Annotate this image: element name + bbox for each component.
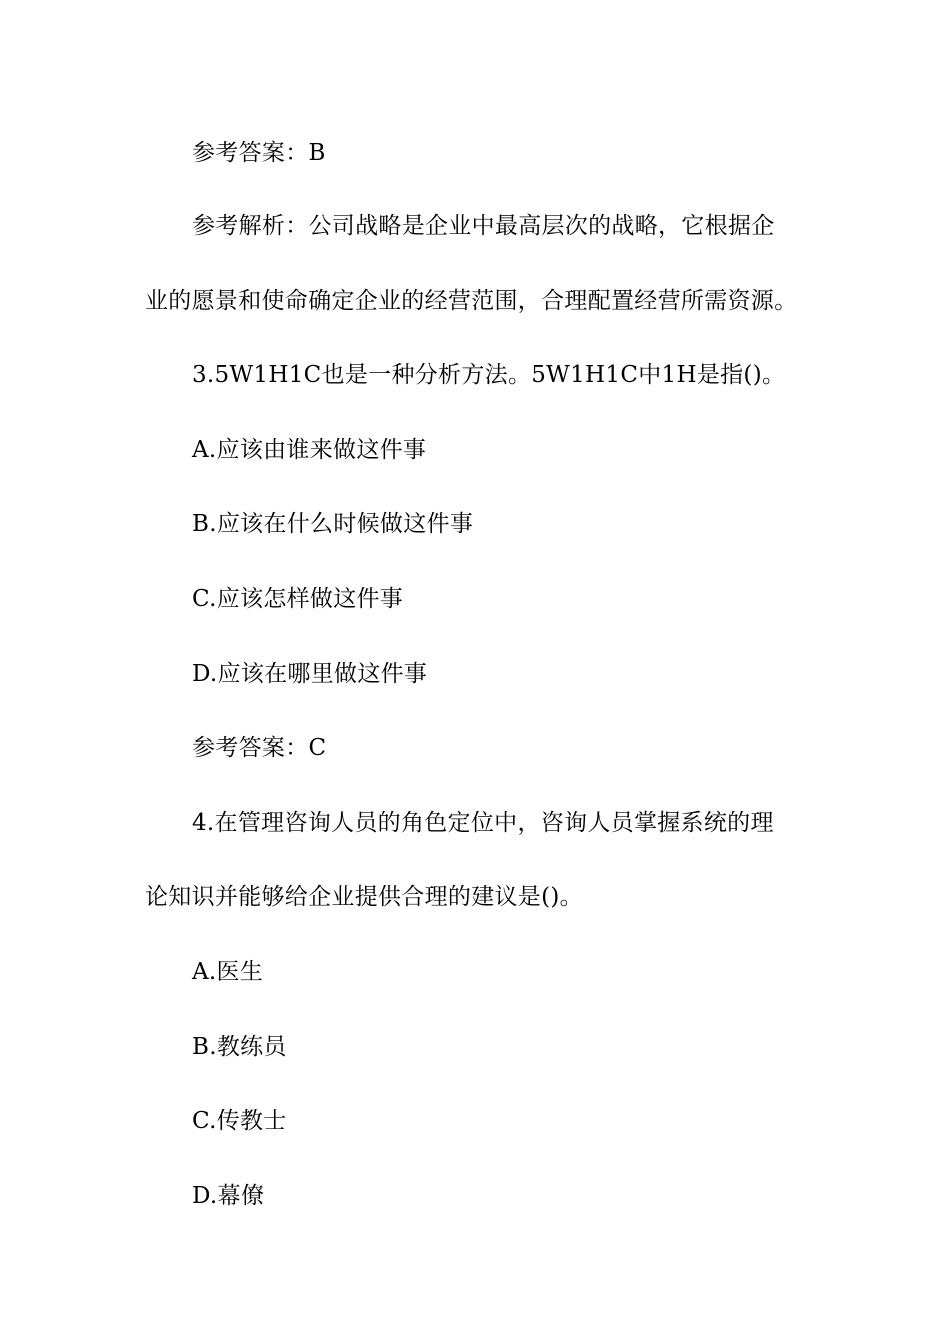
explanation-q2-line2: 业的愿景和使命确定企业的经营范围，合理配置经营所需资源。 — [145, 288, 798, 314]
explanation-q2-line1: 参考解析：公司战略是企业中最高层次的战略，它根据企 — [192, 213, 775, 239]
q3-option-c: C.应该怎样做这件事 — [192, 586, 404, 612]
question-3: 3.5W1H1C也是一种分析方法。5W1H1C中1H是指()。 — [192, 362, 786, 388]
q3-option-d: D.应该在哪里做这件事 — [192, 661, 428, 687]
q4-option-c: C.传教士 — [192, 1108, 287, 1134]
q3-option-a: A.应该由谁来做这件事 — [192, 437, 427, 463]
answer-q2: 参考答案：B — [192, 140, 326, 166]
answer-q3: 参考答案：C — [192, 735, 327, 761]
question-4-line1: 4.在管理咨询人员的角色定位中，咨询人员掌握系统的理 — [192, 810, 774, 836]
q4-option-d: D.幕僚 — [192, 1183, 265, 1209]
q4-option-a: A.医生 — [192, 959, 264, 985]
q3-option-b: B.应该在什么时候做这件事 — [192, 511, 474, 537]
question-4-line2: 论知识并能够给企业提供合理的建议是()。 — [145, 884, 583, 910]
q4-option-b: B.教练员 — [192, 1034, 287, 1060]
